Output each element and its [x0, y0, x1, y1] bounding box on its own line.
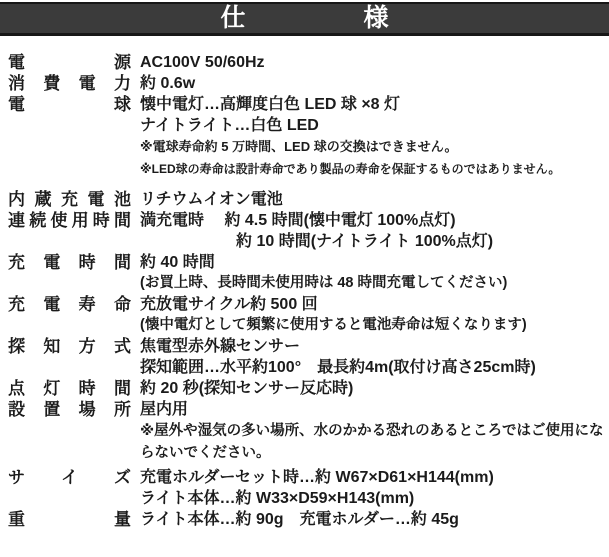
spec-label-char: 電 — [87, 190, 105, 209]
spec-value-line: ナイトライト…白色 LED — [140, 117, 319, 134]
spec-label-char: 時 — [92, 211, 110, 230]
spec-label — [8, 509, 131, 530]
spec-header-bar — [0, 2, 609, 36]
spec-label-char: 点 — [8, 379, 25, 398]
spec-row — [8, 399, 607, 464]
spec-label-char: 使 — [50, 211, 68, 230]
spec-label-char: 時 — [78, 253, 96, 272]
spec-label-char: 時 — [78, 379, 96, 398]
spec-value-line: 約 40 時間 — [140, 254, 215, 271]
spec-label-char: 蔵 — [34, 190, 52, 209]
spec-value-line: 充電ホルダーセット時…約 W67×D61×H144(mm) — [140, 469, 494, 486]
spec-title-char-right: 様 — [363, 4, 389, 32]
spec-value — [131, 509, 607, 530]
spec-row — [8, 189, 607, 210]
spec-label-char: 寿 — [78, 295, 96, 314]
spec-value-line: (お買上時、長時間未使用時は 48 時間充電してください) — [140, 275, 508, 291]
spec-label-char: 場 — [78, 400, 96, 419]
spec-value-line: ※電球寿命約 5 万時間、LED 球の交換はできません。 — [140, 139, 458, 154]
spec-value-line: 約 20 秒(探知センサー反応時) — [140, 380, 354, 397]
spec-label-char: 間 — [113, 211, 131, 230]
spec-value — [131, 189, 607, 210]
spec-label-char: 灯 — [43, 379, 61, 398]
spec-row — [8, 378, 607, 399]
spec-value-line: 焦電型赤外線センサー — [140, 338, 301, 355]
spec-label-char: 命 — [113, 295, 131, 314]
spec-label — [8, 336, 131, 357]
spec-value — [131, 378, 607, 399]
spec-row — [8, 467, 607, 509]
spec-value — [131, 73, 607, 94]
spec-label — [8, 399, 131, 420]
spec-table — [0, 52, 609, 530]
spec-label-char: 重 — [8, 510, 25, 529]
spec-value — [131, 399, 607, 464]
spec-value-line: ※屋外や湿気の多い場所、水のかかる恐れのあるところではご使用にならないでください。 — [140, 423, 604, 461]
spec-row — [8, 509, 607, 530]
spec-label-char: 用 — [71, 211, 89, 230]
spec-label-char: 充 — [8, 253, 25, 272]
spec-label-char: 電 — [8, 53, 25, 72]
spec-row — [8, 52, 607, 73]
spec-label-char: 続 — [29, 211, 47, 230]
spec-label-char: 電 — [8, 95, 25, 114]
spec-label — [8, 73, 131, 94]
spec-label-char: 充 — [8, 295, 25, 314]
spec-label-char: 設 — [8, 400, 25, 419]
spec-value-line: (懐中電灯として頻繁に使用すると電池寿命は短くなります) — [140, 317, 527, 333]
spec-label-char: 電 — [43, 295, 61, 314]
spec-label-char: 費 — [43, 74, 61, 93]
spec-row — [8, 94, 607, 180]
spec-label — [8, 52, 131, 73]
spec-value-line: 探知範囲…水平約100° 最長約4m(取付け高さ25cm時) — [140, 359, 536, 376]
spec-label-char: 式 — [113, 337, 131, 356]
spec-value — [131, 52, 607, 73]
spec-value-line: ライト本体…約 W33×D59×H143(mm) — [140, 490, 415, 507]
spec-value — [131, 294, 607, 336]
spec-value — [131, 210, 607, 252]
spec-label-char: 置 — [43, 400, 61, 419]
spec-label — [8, 252, 131, 273]
spec-label-char: 所 — [113, 400, 131, 419]
spec-label-char: 間 — [113, 379, 131, 398]
spec-value-line: ライト本体…約 90g 充電ホルダー…約 45g — [140, 511, 459, 528]
spec-value-line: リチウムイオン電池 — [140, 191, 283, 208]
spec-label — [8, 94, 131, 115]
spec-value — [131, 336, 607, 378]
spec-value-line: 懐中電灯…高輝度白色 LED 球 ×8 灯 — [140, 96, 401, 113]
spec-label-char: 電 — [78, 74, 96, 93]
spec-label-char: サ — [8, 468, 25, 487]
spec-label-char: 消 — [8, 74, 25, 93]
spec-label-char: 連 — [8, 211, 25, 230]
spec-label-char: 球 — [114, 95, 131, 114]
spec-title-char-left: 仕 — [220, 4, 246, 32]
spec-value-line: 約 0.6w — [140, 75, 196, 92]
spec-row — [8, 252, 607, 294]
spec-label-char: 電 — [43, 253, 61, 272]
spec-value — [131, 467, 607, 509]
spec-label-char: 源 — [114, 53, 131, 72]
spec-label-char: 力 — [113, 74, 131, 93]
spec-label-char: 量 — [114, 510, 131, 529]
spec-label — [8, 294, 131, 315]
spec-label-char: 方 — [78, 337, 96, 356]
spec-value-line: 屋内用 — [140, 401, 189, 418]
spec-label-char: ズ — [114, 468, 131, 487]
spec-value-line: AC100V 50/60Hz — [140, 54, 265, 71]
spec-label-char: 内 — [8, 190, 25, 209]
spec-value-line: 約 10 時間(ナイトライト 100%点灯) — [236, 233, 494, 250]
spec-label — [8, 189, 131, 210]
spec-label-char: イ — [61, 468, 78, 487]
spec-row — [8, 73, 607, 94]
spec-value-line: ※LED球の寿命は設計寿命であり製品の寿命を保証するものではありません。 — [140, 162, 561, 176]
spec-label — [8, 467, 131, 488]
spec-label-char: 知 — [43, 337, 61, 356]
spec-value-line: 充放電サイクル約 500 回 — [140, 296, 318, 313]
spec-value-line: 満充電時 約 4.5 時間(懐中電灯 100%点灯) — [140, 212, 456, 229]
spec-value — [131, 252, 607, 294]
spec-row — [8, 210, 607, 252]
spec-label-char: 間 — [113, 253, 131, 272]
spec-row — [8, 294, 607, 336]
spec-label — [8, 210, 131, 231]
spec-label-char: 池 — [114, 190, 131, 209]
spec-label-char: 充 — [61, 190, 78, 209]
spec-label-char: 探 — [8, 337, 25, 356]
spec-label — [8, 378, 131, 399]
spec-row — [8, 336, 607, 378]
spec-value — [131, 94, 607, 180]
